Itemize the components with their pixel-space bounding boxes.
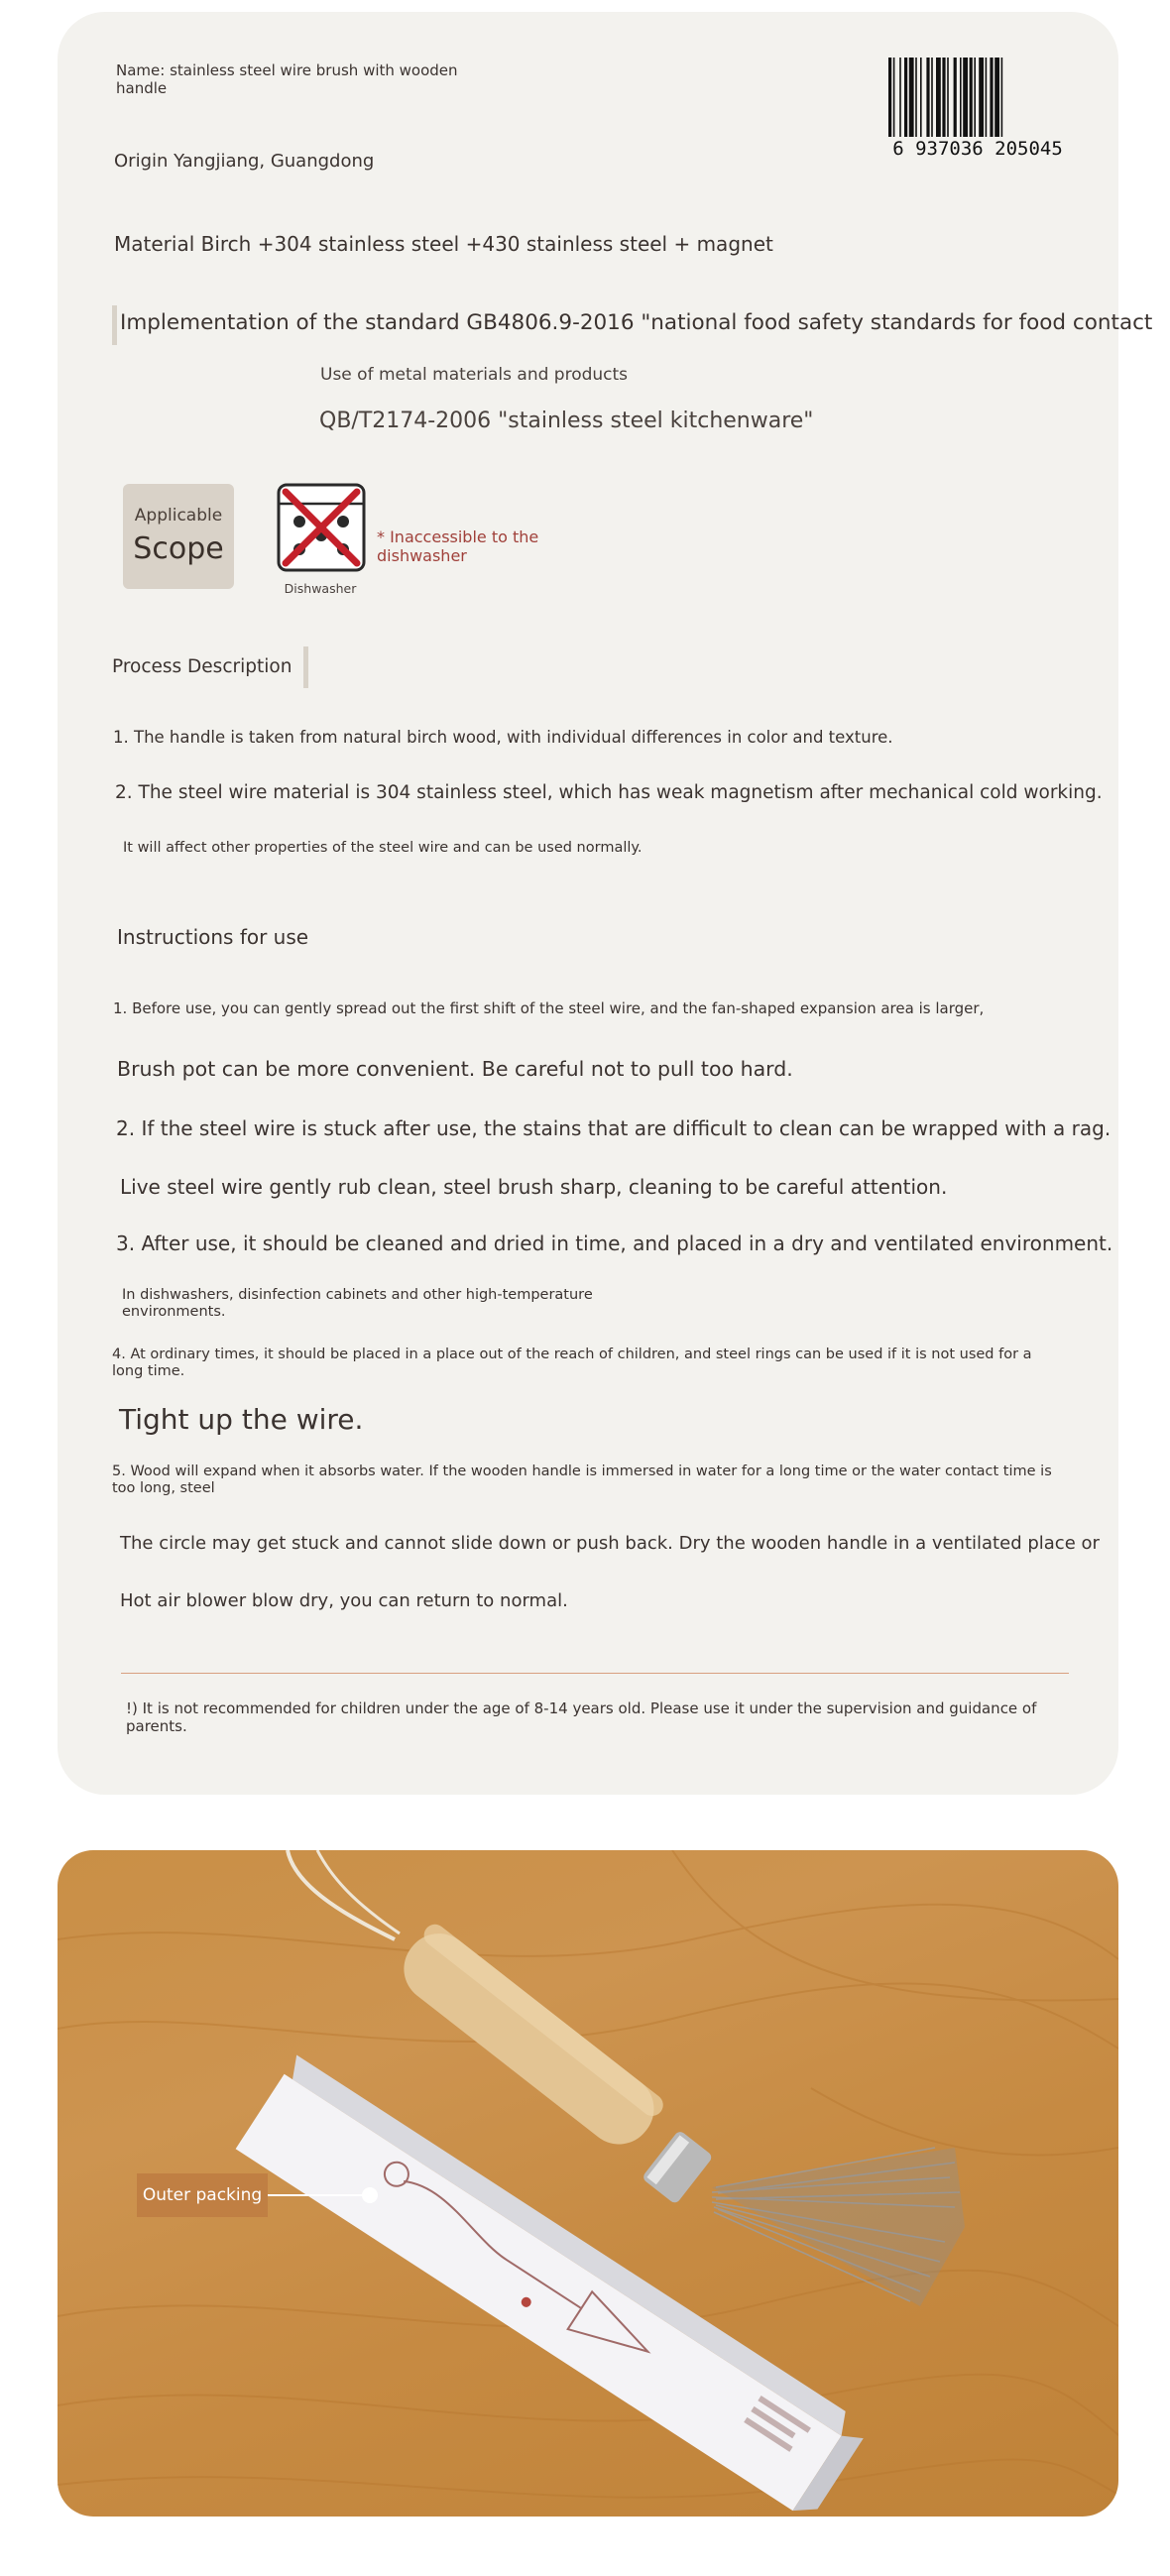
callout-line <box>268 2194 363 2196</box>
instruction-line: 1. Before use, you can gently spread out the first shift of the steel wire, and the fan-shaped expansion area is larger, <box>113 999 985 1017</box>
barcode-bar <box>926 58 929 137</box>
barcode-bar <box>974 58 976 137</box>
process-line: 2. The steel wire material is 304 stainless steel, which has weak magnetism after mechanical cold working. <box>115 782 1103 803</box>
standard-subtitle-1: Use of metal materials and products <box>320 365 629 385</box>
barcode-bars <box>882 58 1071 157</box>
callout-dot <box>362 2187 378 2203</box>
barcode-bar <box>994 58 999 137</box>
barcode-bar <box>936 58 941 137</box>
product-origin: Origin Yangjiang, Guangdong <box>114 151 375 172</box>
barcode <box>882 58 1071 157</box>
instruction-line: 2. If the steel wire is stuck after use, the stains that are difficult to clean can be wrapped with a rag. <box>116 1116 1112 1140</box>
barcode-bar <box>893 58 895 137</box>
scope-big-label: Scope <box>133 531 224 566</box>
product-name: Name: stainless steel wire brush with wooden handle <box>116 61 458 97</box>
instruction-line: The circle may get stuck and cannot slide down or push back. Dry the wooden handle in a ventilated place or <box>120 1533 1100 1554</box>
instruction-line: 5. Wood will expand when it absorbs water. If the wooden handle is immersed in water for a long time or the water contact time is too long, steel <box>112 1464 1052 1496</box>
dishwasher-note: * Inaccessible to the dishwasher <box>377 527 539 565</box>
standard-accent-bar <box>112 305 117 345</box>
child-warning: !) It is not recommended for children under the age of 8-14 years old. Please use it under the supervision and guidance of parents. <box>126 1699 1037 1735</box>
barcode-bar <box>909 58 914 137</box>
barcode-bar <box>942 58 945 137</box>
instruction-line: Brush pot can be more convenient. Be careful not to pull too hard. <box>117 1057 793 1081</box>
product-photo <box>58 1850 1118 2517</box>
instructions-title: Instructions for use <box>117 925 309 949</box>
product-material: Material Birch +304 stainless steel +430 stainless steel + magnet <box>114 232 773 256</box>
instruction-line: Tight up the wire. <box>119 1403 364 1436</box>
barcode-bar <box>986 58 988 137</box>
barcode-bar <box>990 58 993 137</box>
barcode-number: 6 937036 205045 <box>892 138 1063 157</box>
instruction-line: In dishwashers, disinfection cabinets and other high-temperature environments. <box>122 1287 593 1320</box>
barcode-bar <box>888 58 891 137</box>
process-line: 1. The handle is taken from natural birch wood, with individual differences in color and texture. <box>113 728 893 747</box>
scope-small-label: Applicable <box>134 506 223 526</box>
dishwasher-prohibited-icon <box>276 482 367 573</box>
barcode-bar <box>1001 58 1003 137</box>
instruction-line: Live steel wire gently rub clean, steel brush sharp, cleaning to be careful attention. <box>120 1175 948 1199</box>
outer-packing-label: Outer packing <box>137 2173 268 2217</box>
dishwasher-label: Dishwasher <box>284 581 357 596</box>
process-accent-bar <box>303 646 308 688</box>
barcode-bar <box>970 58 973 137</box>
barcode-bar <box>920 58 922 137</box>
barcode-bar <box>947 58 949 137</box>
barcode-bar <box>954 58 957 137</box>
process-title: Process Description <box>112 656 292 677</box>
process-line: It will affect other properties of the steel wire and can be used normally. <box>123 840 643 856</box>
standard-subtitle-2: QB/T2174-2006 "stainless steel kitchenware" <box>319 409 814 433</box>
barcode-bar <box>904 58 907 137</box>
barcode-bar <box>979 58 984 137</box>
instruction-line: Hot air blower blow dry, you can return to normal. <box>120 1590 568 1611</box>
instruction-line: 4. At ordinary times, it should be placed in a place out of the reach of children, and steel rings can be used if it is not used for a long time. <box>112 1347 1032 1379</box>
barcode-bar <box>963 58 968 137</box>
divider <box>121 1673 1069 1674</box>
barcode-bar <box>899 58 901 137</box>
barcode-bar <box>915 58 917 137</box>
instruction-line: 3. After use, it should be cleaned and dried in time, and placed in a dry and ventilated environment. <box>116 1231 1113 1255</box>
standard-title: Implementation of the standard GB4806.9-2016 "national food safety standards for food contact <box>120 310 1153 335</box>
barcode-bar <box>931 58 933 137</box>
product-info-card <box>58 12 1118 1795</box>
applicable-scope-badge <box>123 484 234 589</box>
barcode-bar <box>960 58 962 137</box>
